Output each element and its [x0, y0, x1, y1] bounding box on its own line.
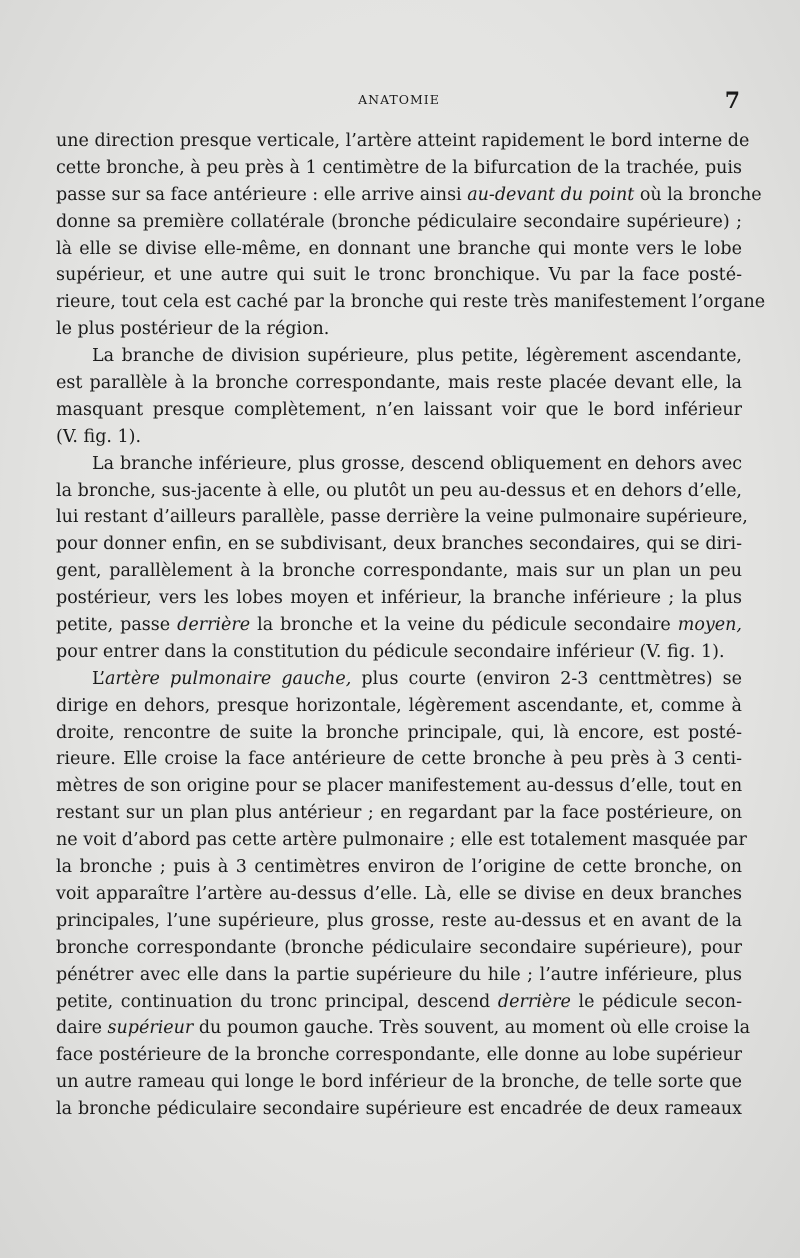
page-header [56, 86, 742, 116]
text-line: pour donner enfin, en se subdivisant, deux branches secondaires, qui se diri- [56, 534, 742, 555]
text-line: une direction presque verticale, l’artère atteint rapidement le bord interne de [56, 131, 750, 151]
text-line: la bronche, sus-jacente à elle, ou plutôt un peu au-dessus et en dehors d’elle, [56, 480, 742, 501]
text-line: droite, rencontre de suite la bronche principale, qui, là encore, est posté- [56, 722, 742, 743]
text-line: ne voit d’abord pas cette artère pulmonaire ; elle est totalement masquée par [56, 830, 747, 851]
text-run: du poumon gauche. Très souvent, au moment où elle croise la [193, 1018, 751, 1039]
text-run: où la bronche [634, 184, 762, 205]
text-line: bronche correspondante (bronche pédiculaire secondaire supérieure), pour [56, 937, 742, 958]
text-line: donne sa première collatérale (bronche pédiculaire secondaire supérieure) ; [56, 211, 742, 232]
text-line: le plus postérieur de la région. [56, 319, 330, 340]
text-line: La branche inférieure, plus grosse, descend obliquement en dehors avec [92, 453, 742, 474]
text-line [56, 666, 742, 693]
text-line: rieure, tout cela est caché par la bronche qui reste très manifestement l’organe [56, 292, 766, 313]
text-line: principales, l’une supérieure, plus grosse, reste au-dessus et en avant de la [56, 910, 742, 931]
text-line [56, 612, 742, 639]
text-line: postérieur, vers les lobes moyen et inférieur, la branche inférieure ; la plus [56, 588, 742, 609]
text-line: mètres de son origine pour se placer manifestement au-dessus d’elle, tout en [56, 776, 743, 797]
text-run: passe sur sa face antérieure : elle arrive ainsi [56, 184, 468, 205]
text-line: est parallèle à la bronche correspondante, mais reste placée devant elle, la [56, 373, 742, 394]
text-line: là elle se divise elle-même, en donnant une branche qui monte vers le lobe [56, 238, 742, 259]
text-line: lui restant d’ailleurs parallèle, passe derrière la veine pulmonaire supérieure, [56, 507, 748, 528]
text-line: (V. fig. 1). [56, 426, 142, 447]
text-line: gent, parallèlement à la bronche correspondante, mais sur un plan un peu [56, 561, 742, 582]
italic-text: supérieur [107, 1018, 194, 1039]
text-line: cette bronche, à peu près à 1 centimètre de la bifurcation de la trachée, puis [56, 157, 742, 178]
text-line: La branche de division supérieure, plus petite, légèrement ascendante, [92, 346, 742, 367]
text-line [56, 182, 762, 209]
text-run: le pédicule secon- [570, 991, 742, 1012]
text-line: la bronche pédiculaire secondaire supérieure est encadrée de deux rameaux [56, 1099, 742, 1120]
body-text [56, 128, 766, 1123]
text-line: un autre rameau qui longe le bord inférieur de la bronche, de telle sorte que [56, 1072, 742, 1093]
text-line: pénétrer avec elle dans la partie supérieure du hile ; l’autre inférieure, plus [56, 964, 742, 985]
text-line: pour entrer dans la constitution du pédicule secondaire inférieur (V. fig. 1). [56, 641, 725, 662]
text-run: petite, passe [56, 615, 178, 636]
running-head: ANATOMIE [358, 92, 440, 107]
text-line: la bronche ; puis à 3 centimètres environ de l’origine de cette bronche, on [56, 857, 742, 878]
text-line: rieure. Elle croise la face antérieure de cette bronche à peu près à 3 centi- [56, 749, 742, 770]
italic-text: derrière [497, 991, 571, 1012]
italic-text: au-devant du point [467, 184, 635, 205]
text-run: petite, continuation du tronc principal, descend [56, 991, 498, 1012]
italic-text: derrière [177, 615, 251, 636]
text-line: masquant presque complètement, n’en laissant voir que le bord inférieur [56, 399, 742, 420]
italic-text: moyen, [677, 615, 742, 636]
text-line: dirige en dehors, presque horizontale, légèrement ascendante, et, comme à [56, 695, 742, 716]
text-line: supérieur, et une autre qui suit le tronc bronchique. Vu par la face posté- [56, 265, 742, 286]
text-run: plus courte (environ 2-3 centtmètres) se [351, 668, 742, 689]
text-run: la bronche et la veine du pédicule secondaire [250, 615, 678, 636]
text-line: face postérieure de la bronche correspondante, elle donne au lobe supérieur [56, 1045, 742, 1066]
text-line: voit apparaître l’artère au-dessus d’elle. Là, elle se divise en deux branches [56, 883, 742, 904]
page-number: 7 [724, 88, 740, 114]
text-run: daire [56, 1018, 108, 1039]
italic-text: artère pulmonaire gauche, [105, 668, 352, 689]
text-line: restant sur un plan plus antérieur ; en regardant par la face postérieure, on [56, 803, 742, 824]
text-line [56, 1015, 751, 1042]
text-line [56, 989, 742, 1016]
text-run: L’ [92, 668, 105, 689]
